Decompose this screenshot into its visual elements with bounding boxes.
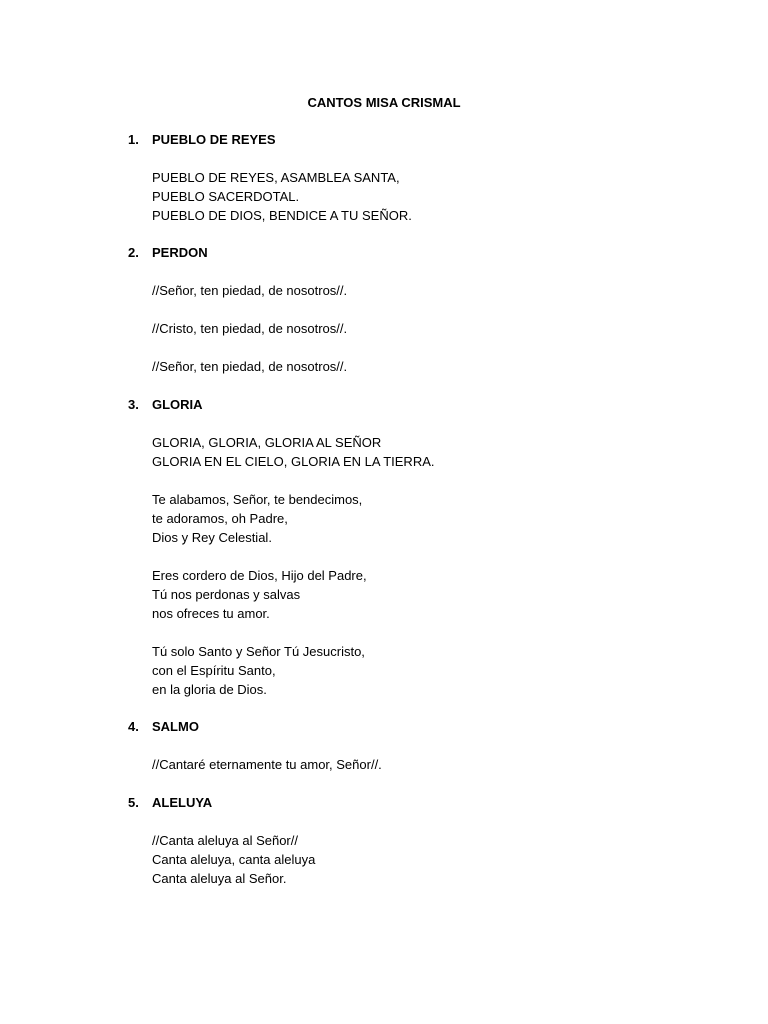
- section-gloria: [128, 395, 688, 699]
- section-aleluya: [128, 793, 688, 888]
- document-title: CANTOS MISA CRISMAL: [307, 95, 461, 110]
- lyric-line: PUEBLO SACERDOTAL.: [152, 189, 300, 204]
- lyric-line: PUEBLO DE DIOS, BENDICE A TU SEÑOR.: [152, 208, 412, 223]
- lyric-line: Dios y Rey Celestial.: [152, 530, 272, 545]
- stanza: [152, 168, 688, 225]
- section-number: 3.: [128, 397, 139, 412]
- section-heading: [128, 395, 688, 414]
- section-heading: [128, 793, 688, 812]
- section-number: 4.: [128, 719, 139, 734]
- section-number: 5.: [128, 795, 139, 810]
- lyric-line: en la gloria de Dios.: [152, 682, 267, 697]
- lyric-line: te adoramos, oh Padre,: [152, 511, 288, 526]
- lyric-line: //Señor, ten piedad, de nosotros//.: [152, 283, 348, 298]
- section-heading: [128, 717, 688, 736]
- section-title: GLORIA: [152, 397, 203, 412]
- lyric-line: Tú nos perdonas y salvas: [152, 587, 301, 602]
- lyric-line: GLORIA, GLORIA, GLORIA AL SEÑOR: [152, 435, 382, 450]
- stanza: [152, 357, 688, 376]
- section-number: 1.: [128, 132, 139, 147]
- lyric-line: //Cantaré eternamente tu amor, Señor//.: [152, 757, 382, 772]
- stanza: [152, 642, 688, 699]
- stanza: [152, 490, 688, 547]
- section-perdon: [128, 243, 688, 376]
- lyric-line: GLORIA EN EL CIELO, GLORIA EN LA TIERRA.: [152, 454, 435, 469]
- lyric-line: //Canta aleluya al Señor//: [152, 833, 298, 848]
- stanza: [152, 566, 688, 623]
- section-title: PUEBLO DE REYES: [152, 132, 276, 147]
- section-heading: [128, 243, 688, 262]
- section-heading: [128, 130, 688, 149]
- stanza: [152, 755, 688, 774]
- section-salmo: [128, 717, 688, 774]
- lyric-line: Tú solo Santo y Señor Tú Jesucristo,: [152, 644, 365, 659]
- section-pueblo-de-reyes: [128, 130, 688, 225]
- lyric-line: Canta aleluya al Señor.: [152, 871, 287, 886]
- section-title: ALELUYA: [152, 795, 213, 810]
- lyric-line: con el Espíritu Santo,: [152, 663, 276, 678]
- lyric-line: //Señor, ten piedad, de nosotros//.: [152, 359, 348, 374]
- section-title: SALMO: [152, 719, 199, 734]
- lyric-line: Te alabamos, Señor, te bendecimos,: [152, 492, 363, 507]
- lyric-line: PUEBLO DE REYES, ASAMBLEA SANTA,: [152, 170, 400, 185]
- lyric-line: Eres cordero de Dios, Hijo del Padre,: [152, 568, 367, 583]
- stanza: [152, 831, 688, 888]
- lyric-line: Canta aleluya, canta aleluya: [152, 852, 316, 867]
- stanza: [152, 319, 688, 338]
- stanza: [152, 281, 688, 300]
- lyric-line: nos ofreces tu amor.: [152, 606, 270, 621]
- stanza: [152, 433, 688, 471]
- section-number: 2.: [128, 245, 139, 260]
- lyric-line: //Cristo, ten piedad, de nosotros//.: [152, 321, 348, 336]
- section-title: PERDON: [152, 245, 208, 260]
